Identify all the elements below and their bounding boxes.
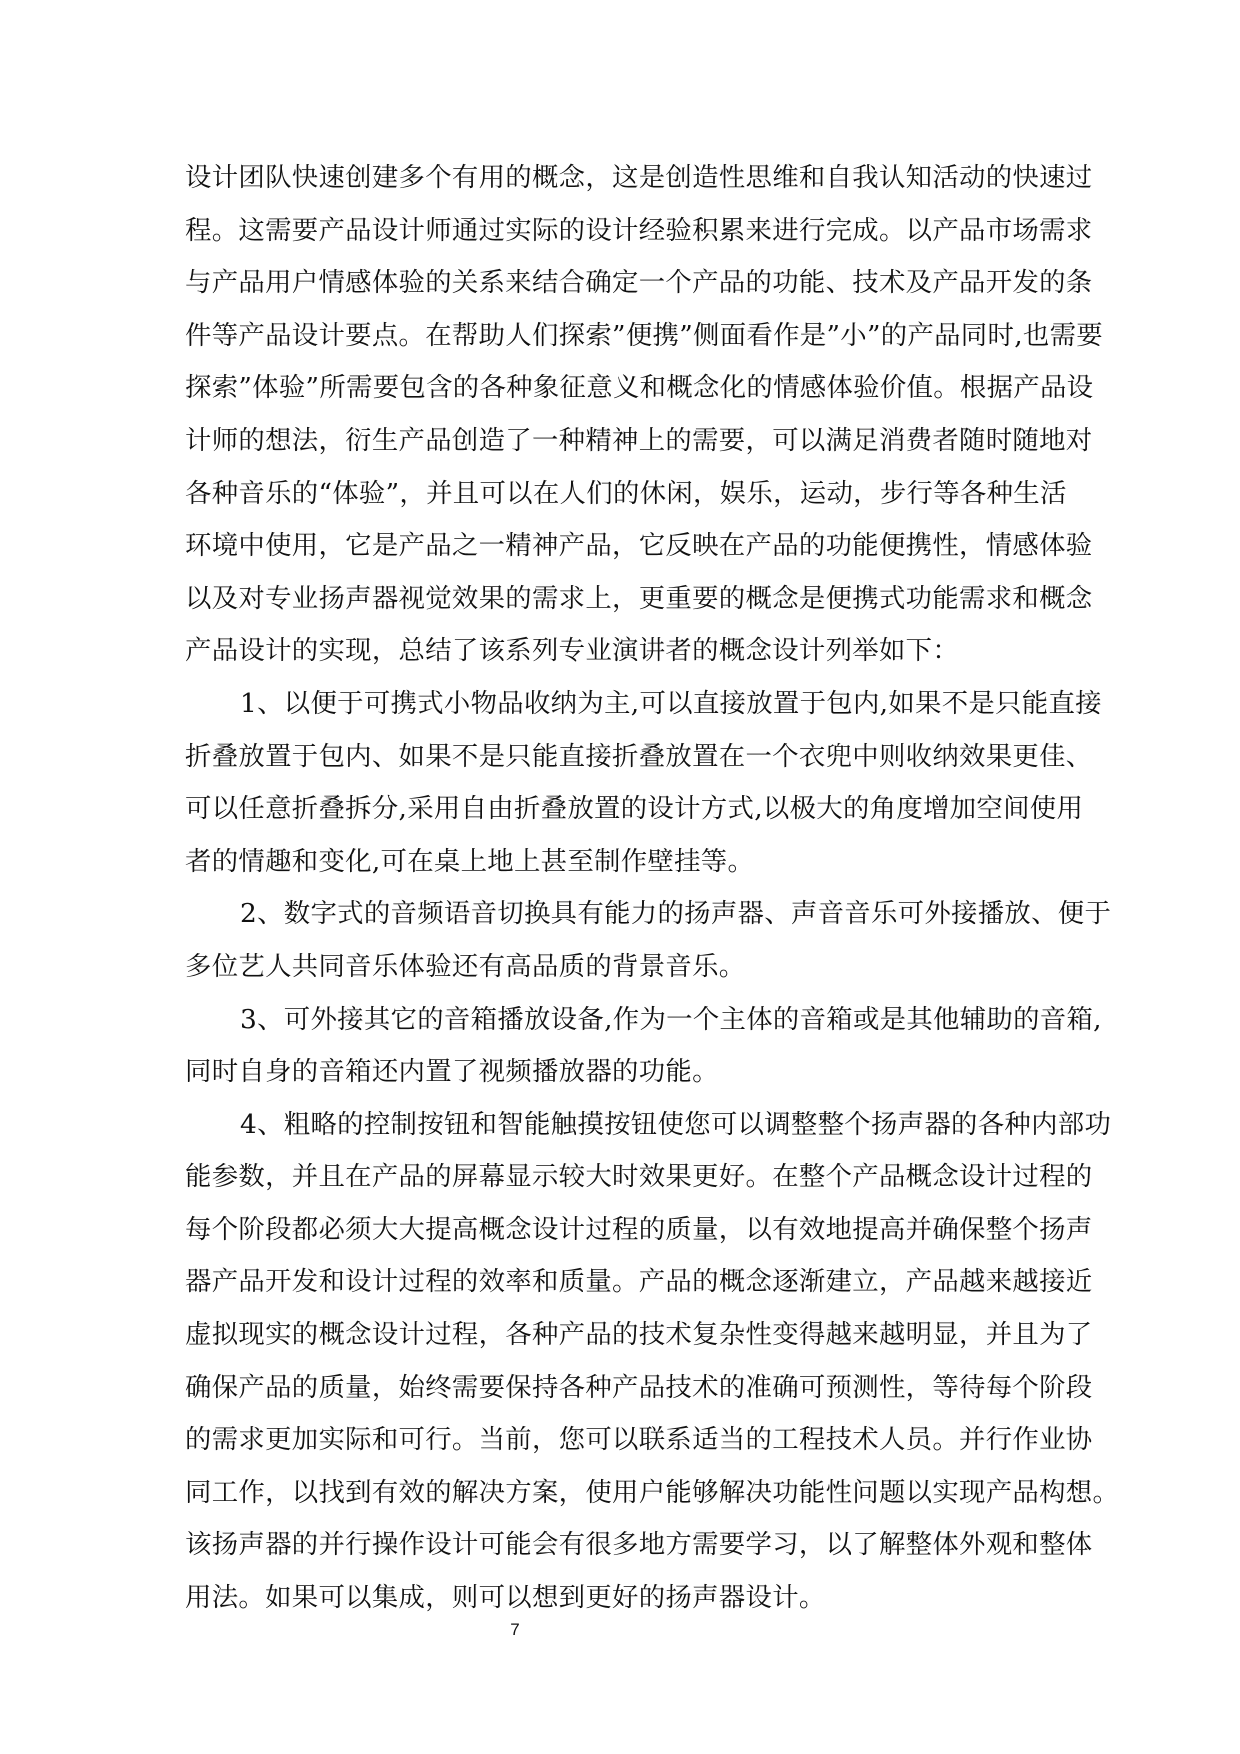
text-line: 计师的想法，衍生产品创造了一种精神上的需要，可以满足消费者随时随地对: [185, 424, 1093, 456]
page-number: 7: [510, 1620, 520, 1639]
text-line: 同时自身的音箱还内置了视频播放器的功能。: [185, 1056, 719, 1088]
text-line: 多位艺人共同音乐体验还有高品质的背景音乐。: [185, 950, 746, 982]
text-line: 以及对专业扬声器视觉效果的需求上，更重要的概念是便携式功能需求和概念: [185, 582, 1093, 614]
text-line: 程。这需要产品设计师通过实际的设计经验积累来进行完成。以产品市场需求: [185, 214, 1093, 246]
text-line: 能参数，并且在产品的屏幕显示较大时效果更好。在整个产品概念设计过程的: [185, 1161, 1093, 1193]
list-item-2-line: 2、数字式的音频语音切换具有能力的扬声器、声音音乐可外接播放、便于: [240, 898, 1112, 930]
text-line: 各种音乐的“体验”，并且可以在人们的休闲，娱乐，运动，步行等各种生活: [185, 477, 1067, 509]
text-line: 折叠放置于包内、如果不是只能直接折叠放置在一个衣兜中则收纳效果更佳、: [185, 740, 1093, 772]
text-line: 每个阶段都必须大大提高概念设计过程的质量，以有效地提高并确保整个扬声: [185, 1213, 1093, 1245]
text-line: 可以任意折叠拆分,采用自由折叠放置的设计方式,以极大的角度增加空间使用: [185, 793, 1084, 825]
text-line: 确保产品的质量，始终需要保持各种产品技术的准确可预测性，等待每个阶段: [185, 1371, 1093, 1403]
text-line: 该扬声器的并行操作设计可能会有很多地方需要学习，以了解整体外观和整体: [185, 1529, 1093, 1561]
text-line: 件等产品设计要点。在帮助人们探索”便携”侧面看作是”小”的产品同时,也需要: [185, 319, 1103, 351]
text-line: 虚拟现实的概念设计过程，各种产品的技术复杂性变得越来越明显，并且为了: [185, 1319, 1093, 1351]
text-line: 者的情趣和变化,可在桌上地上甚至制作壁挂等。: [185, 845, 755, 877]
list-item-4-line: 4、粗略的控制按钮和智能触摸按钮使您可以调整整个扬声器的各种内部功: [240, 1108, 1112, 1140]
text-line: 的需求更加实际和可行。当前，您可以联系适当的工程技术人员。并行作业协: [185, 1424, 1093, 1456]
text-line: 器产品开发和设计过程的效率和质量。产品的概念逐渐建立，产品越来越接近: [185, 1266, 1093, 1298]
list-item-3-line: 3、可外接其它的音箱播放设备,作为一个主体的音箱或是其他辅助的音箱,: [240, 1003, 1102, 1035]
list-item-1-line: 1、以便于可携式小物品收纳为主,可以直接放置于包内,如果不是只能直接: [240, 687, 1102, 719]
text-line: 与产品用户情感体验的关系来结合确定一个产品的功能、技术及产品开发的条: [185, 267, 1093, 299]
text-line: 设计团队快速创建多个有用的概念，这是创造性思维和自我认知活动的快速过: [185, 162, 1093, 193]
text-line: 同工作，以找到有效的解决方案，使用户能够解决功能性问题以实现产品构想。: [185, 1476, 1120, 1508]
body-text: [185, 160, 1120, 1633]
text-line: 探索”体验”所需要包含的各种象征意义和概念化的情感体验价值。根据产品设: [185, 372, 1094, 404]
text-line: 环境中使用，它是产品之一精神产品，它反映在产品的功能便携性，情感体验: [185, 530, 1093, 562]
text-line: 产品设计的实现，总结了该系列专业演讲者的概念设计列举如下：: [185, 635, 960, 667]
text-line: 用法。如果可以集成，则可以想到更好的扬声器设计。: [185, 1582, 826, 1614]
